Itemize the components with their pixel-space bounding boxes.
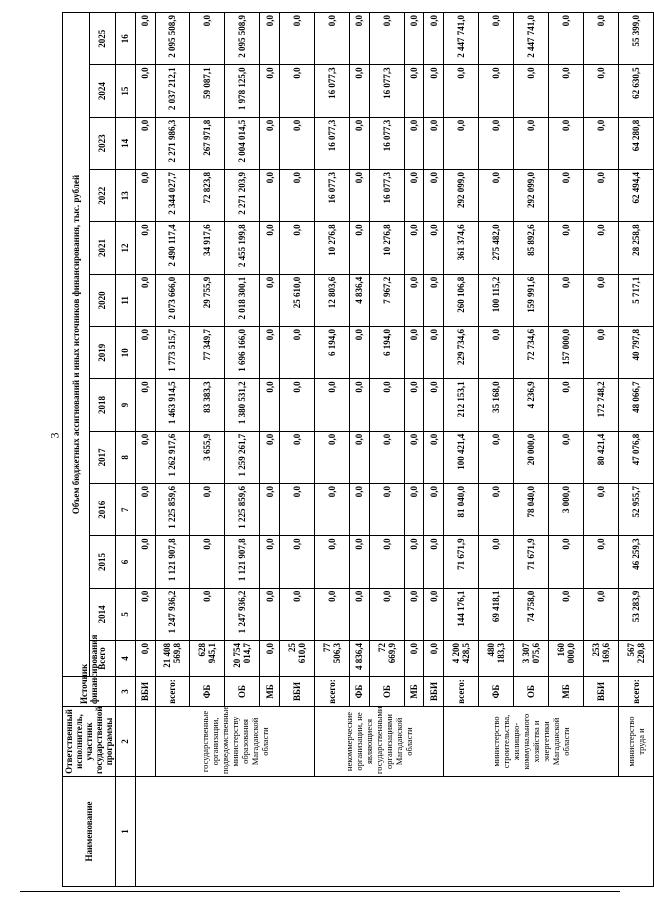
value-cell: 1 121 907,8	[225, 536, 260, 588]
column-index: 14	[116, 117, 136, 169]
value-cell: 212 153,1	[444, 379, 479, 431]
year-header: 2018	[89, 379, 116, 431]
value-cell: 0,0	[549, 536, 584, 588]
executor-cell: некоммерческие организации, не являющиеся государственными организациями Магаданской области	[315, 707, 444, 777]
value-cell: 0,0	[190, 536, 225, 588]
value-cell: 0,0	[584, 65, 619, 117]
value-cell: 0,0	[549, 170, 584, 222]
value-cell: 4 236,9	[514, 379, 549, 431]
value-cell: 0,0	[260, 379, 280, 431]
year-header: 2016	[89, 484, 116, 536]
value-cell: 0,0	[404, 379, 424, 431]
executor-cell: министерство строительства, жилищно-коммунального хозяйства и энергетики Магаданской области	[444, 707, 619, 777]
value-cell: 0,0	[424, 13, 444, 65]
value-cell: 0,0	[369, 13, 404, 65]
value-cell: 0,0	[260, 588, 280, 640]
year-header: 2024	[89, 65, 116, 117]
value-cell: 69 418,1	[479, 588, 514, 640]
value-cell: 0,0	[280, 13, 315, 65]
value-cell: 1 259 261,7	[225, 431, 260, 483]
value-cell: 0,0	[260, 13, 280, 65]
column-index: 16	[116, 13, 136, 65]
value-cell: 0,0	[549, 379, 584, 431]
value-cell: 0,0	[260, 641, 280, 677]
value-cell: 20 000,0	[514, 431, 549, 483]
value-cell: 0,0	[135, 536, 155, 588]
column-index: 8	[116, 431, 136, 483]
value-cell: 0,0	[424, 484, 444, 536]
source-cell: всего:	[618, 677, 653, 707]
year-header: Всего	[89, 641, 116, 677]
value-cell: 0,0	[260, 170, 280, 222]
value-cell: 0,0	[549, 274, 584, 326]
value-cell: 1 225 859,6	[155, 484, 190, 536]
value-cell: 46 259,3	[618, 536, 653, 588]
value-cell: 2 271 986,3	[155, 117, 190, 169]
value-cell: 0,0	[424, 117, 444, 169]
value-cell: 52 955,7	[618, 484, 653, 536]
value-cell: 0,0	[584, 536, 619, 588]
value-cell: 0,0	[280, 117, 315, 169]
value-cell: 71 671,9	[514, 536, 549, 588]
value-cell: 0,0	[135, 170, 155, 222]
executor-cell	[135, 707, 155, 777]
value-cell: 62 630,5	[618, 65, 653, 117]
value-cell: 83 383,3	[190, 379, 225, 431]
value-cell: 0,0	[135, 222, 155, 274]
column-index: 6	[116, 536, 136, 588]
value-cell: 0,0	[280, 536, 315, 588]
value-cell: 0,0	[350, 222, 370, 274]
table-row	[135, 13, 155, 887]
value-cell: 0,0	[424, 65, 444, 117]
value-cell: 0,0	[260, 536, 280, 588]
table-row	[618, 13, 653, 887]
value-cell: 81 040,0	[444, 484, 479, 536]
value-cell: 0,0	[369, 484, 404, 536]
value-cell: 0,0	[584, 13, 619, 65]
table-row	[155, 13, 190, 887]
source-cell: ФБ	[190, 677, 225, 707]
value-cell: 53 283,9	[618, 588, 653, 640]
value-cell: 0,0	[350, 65, 370, 117]
value-cell: 62 494,4	[618, 170, 653, 222]
value-cell: 2 037 212,1	[155, 65, 190, 117]
value-cell: 48 066,7	[618, 379, 653, 431]
value-cell: 0,0	[135, 641, 155, 677]
source-cell: ОБ	[225, 677, 260, 707]
value-cell: 12 803,6	[315, 274, 350, 326]
value-cell: 292 099,0	[514, 170, 549, 222]
page-number: 3	[47, 432, 62, 439]
value-cell: 0,0	[424, 222, 444, 274]
value-cell: 0,0	[404, 536, 424, 588]
year-header: 2025	[89, 13, 116, 65]
value-cell: 29 755,9	[190, 274, 225, 326]
value-cell: 0,0	[584, 117, 619, 169]
value-cell: 0,0	[549, 431, 584, 483]
value-cell: 16 077,3	[369, 170, 404, 222]
value-cell: 172 748,2	[584, 379, 619, 431]
value-cell: 0,0	[135, 484, 155, 536]
value-cell: 0,0	[260, 431, 280, 483]
value-cell: 0,0	[135, 117, 155, 169]
value-cell: 64 280,8	[618, 117, 653, 169]
value-cell: 2 018 300,1	[225, 274, 260, 326]
value-cell: 16 077,3	[369, 117, 404, 169]
value-cell: 267 971,8	[190, 117, 225, 169]
value-cell: 0,0	[369, 588, 404, 640]
value-cell: 72 823,8	[190, 170, 225, 222]
value-cell: 80 421,4	[584, 431, 619, 483]
value-cell: 1 773 515,7	[155, 327, 190, 379]
value-cell: 25 610,0	[280, 641, 315, 677]
value-cell: 0,0	[424, 641, 444, 677]
value-cell: 0,0	[280, 431, 315, 483]
executor-cell: министерство труда и	[618, 707, 653, 777]
value-cell: 0,0	[135, 65, 155, 117]
column-index: 11	[116, 274, 136, 326]
value-cell: 292 099,0	[444, 170, 479, 222]
value-cell: 0,0	[514, 117, 549, 169]
value-cell: 78 040,0	[514, 484, 549, 536]
value-cell: 0,0	[549, 13, 584, 65]
value-cell: 0,0	[404, 588, 424, 640]
value-cell: 0,0	[135, 379, 155, 431]
value-cell: 0,0	[280, 327, 315, 379]
value-cell: 0,0	[424, 431, 444, 483]
value-cell: 3 000,0	[549, 484, 584, 536]
value-cell: 1 225 859,6	[225, 484, 260, 536]
value-cell: 0,0	[260, 65, 280, 117]
value-cell: 0,0	[369, 431, 404, 483]
header-name: Наименование	[63, 777, 116, 887]
value-cell: 361 374,6	[444, 222, 479, 274]
column-index: 10	[116, 327, 136, 379]
value-cell: 0,0	[190, 588, 225, 640]
value-cell: 1 696 166,0	[225, 327, 260, 379]
value-cell: 2 073 666,0	[155, 274, 190, 326]
value-cell: 2 095 508,9	[155, 13, 190, 65]
value-cell: 2 271 203,9	[225, 170, 260, 222]
value-cell: 0,0	[424, 379, 444, 431]
value-cell: 0,0	[404, 222, 424, 274]
source-cell: ВБИ	[280, 677, 315, 707]
value-cell: 628 945,1	[190, 641, 225, 677]
value-cell: 0,0	[315, 431, 350, 483]
value-cell: 4 200 428,5	[444, 641, 479, 677]
column-index: 2	[116, 707, 136, 777]
value-cell: 0,0	[280, 170, 315, 222]
source-cell: всего:	[155, 677, 190, 707]
value-cell: 85 892,6	[514, 222, 549, 274]
value-cell: 0,0	[315, 379, 350, 431]
value-cell: 5 717,1	[618, 274, 653, 326]
value-cell: 0,0	[444, 117, 479, 169]
value-cell: 0,0	[350, 484, 370, 536]
value-cell: 0,0	[260, 484, 280, 536]
year-header: 2020	[89, 274, 116, 326]
value-cell: 0,0	[479, 65, 514, 117]
value-cell: 3 655,9	[190, 431, 225, 483]
value-cell: 0,0	[350, 431, 370, 483]
value-cell: 0,0	[190, 13, 225, 65]
header-executor: Ответственный исполнитель, участник государственной программы	[63, 707, 116, 777]
value-cell: 0,0	[369, 379, 404, 431]
value-cell: 0,0	[135, 588, 155, 640]
value-cell: 0,0	[479, 13, 514, 65]
source-cell: МБ	[404, 677, 424, 707]
value-cell: 0,0	[479, 484, 514, 536]
value-cell: 0,0	[404, 641, 424, 677]
value-cell: 0,0	[135, 327, 155, 379]
value-cell: 0,0	[479, 536, 514, 588]
source-cell: ОБ	[369, 677, 404, 707]
value-cell: 0,0	[350, 588, 370, 640]
source-cell: всего:	[315, 677, 350, 707]
column-index: 13	[116, 170, 136, 222]
source-cell: ФБ	[479, 677, 514, 707]
value-cell: 0,0	[404, 170, 424, 222]
year-header: 2021	[89, 222, 116, 274]
value-cell: 0,0	[260, 327, 280, 379]
value-cell: 74 758,0	[514, 588, 549, 640]
value-cell: 157 000,0	[549, 327, 584, 379]
value-cell: 4 836,4	[350, 641, 370, 677]
source-cell: всего:	[444, 677, 479, 707]
value-cell: 0,0	[135, 274, 155, 326]
value-cell: 2 447 741,0	[444, 13, 479, 65]
value-cell: 35 168,0	[479, 379, 514, 431]
source-cell: МБ	[260, 677, 280, 707]
value-cell: 2 455 199,8	[225, 222, 260, 274]
value-cell: 0,0	[315, 13, 350, 65]
value-cell: 229 734,6	[444, 327, 479, 379]
value-cell: 1 463 914,5	[155, 379, 190, 431]
value-cell: 0,0	[404, 484, 424, 536]
value-cell: 275 482,0	[479, 222, 514, 274]
value-cell: 2 490 117,4	[155, 222, 190, 274]
value-cell: 16 077,3	[315, 117, 350, 169]
value-cell: 160 000,0	[549, 641, 584, 677]
value-cell: 0,0	[315, 588, 350, 640]
source-cell: МБ	[549, 677, 584, 707]
value-cell: 0,0	[280, 65, 315, 117]
value-cell: 0,0	[424, 274, 444, 326]
value-cell: 0,0	[424, 588, 444, 640]
value-cell: 0,0	[260, 117, 280, 169]
value-cell: 0,0	[444, 65, 479, 117]
value-cell: 0,0	[404, 13, 424, 65]
value-cell: 0,0	[404, 431, 424, 483]
value-cell: 1 247 936,2	[225, 588, 260, 640]
bottom-rule	[20, 891, 620, 892]
value-cell: 0,0	[584, 170, 619, 222]
source-cell: ВБИ	[135, 677, 155, 707]
value-cell: 0,0	[404, 274, 424, 326]
value-cell: 47 076,8	[618, 431, 653, 483]
value-cell: 28 258,8	[618, 222, 653, 274]
value-cell: 0,0	[350, 327, 370, 379]
value-cell: 77 506,3	[315, 641, 350, 677]
column-index: 9	[116, 379, 136, 431]
value-cell: 0,0	[350, 117, 370, 169]
value-cell: 4 836,4	[350, 274, 370, 326]
value-cell: 6 194,0	[315, 327, 350, 379]
value-cell: 144 176,1	[444, 588, 479, 640]
value-cell: 0,0	[424, 327, 444, 379]
table-row	[315, 13, 350, 887]
column-index: 12	[116, 222, 136, 274]
value-cell: 10 276,8	[369, 222, 404, 274]
source-cell: ОБ	[514, 677, 549, 707]
value-cell: 0,0	[135, 13, 155, 65]
value-cell: 0,0	[280, 222, 315, 274]
value-cell: 0,0	[584, 274, 619, 326]
value-cell: 0,0	[404, 327, 424, 379]
value-cell: 0,0	[260, 222, 280, 274]
value-cell: 72 734,6	[514, 327, 549, 379]
year-header: 2022	[89, 170, 116, 222]
value-cell: 0,0	[404, 65, 424, 117]
value-cell: 0,0	[549, 588, 584, 640]
rotated-table-frame	[62, 12, 646, 887]
value-cell: 100 115,2	[479, 274, 514, 326]
value-cell: 0,0	[584, 327, 619, 379]
value-cell: 2 004 014,5	[225, 117, 260, 169]
value-cell: 55 399,0	[618, 13, 653, 65]
year-header: 2014	[89, 588, 116, 640]
value-cell: 0,0	[350, 536, 370, 588]
value-cell: 40 797,8	[618, 327, 653, 379]
value-cell: 0,0	[280, 588, 315, 640]
value-cell: 59 087,1	[190, 65, 225, 117]
value-cell: 159 991,6	[514, 274, 549, 326]
value-cell: 16 077,3	[369, 65, 404, 117]
value-cell: 3 307 075,6	[514, 641, 549, 677]
source-cell: ФБ	[350, 677, 370, 707]
value-cell: 0,0	[280, 484, 315, 536]
value-cell: 0,0	[404, 117, 424, 169]
value-cell: 10 276,8	[315, 222, 350, 274]
value-cell: 0,0	[315, 536, 350, 588]
value-cell: 0,0	[584, 588, 619, 640]
value-cell: 0,0	[280, 379, 315, 431]
column-index: 5	[116, 588, 136, 640]
value-cell: 1 380 531,2	[225, 379, 260, 431]
value-cell: 77 349,7	[190, 327, 225, 379]
value-cell: 34 917,6	[190, 222, 225, 274]
value-cell: 0,0	[135, 431, 155, 483]
value-cell: 0,0	[479, 327, 514, 379]
header-source: Источник финансирования	[63, 677, 116, 707]
value-cell: 0,0	[514, 65, 549, 117]
value-cell: 1 247 936,2	[155, 588, 190, 640]
value-cell: 1 121 907,8	[155, 536, 190, 588]
financing-table	[62, 12, 654, 887]
value-cell: 567 220,8	[618, 641, 653, 677]
column-index: 7	[116, 484, 136, 536]
value-cell: 20 754 014,7	[225, 641, 260, 677]
value-cell: 480 183,3	[479, 641, 514, 677]
value-cell: 25 610,0	[280, 274, 315, 326]
value-cell: 1 978 125,0	[225, 65, 260, 117]
value-cell: 0,0	[479, 117, 514, 169]
year-header: 2015	[89, 536, 116, 588]
value-cell: 7 967,2	[369, 274, 404, 326]
value-cell: 2 344 027,7	[155, 170, 190, 222]
value-cell: 0,0	[350, 170, 370, 222]
value-cell: 0,0	[479, 170, 514, 222]
value-cell: 0,0	[479, 431, 514, 483]
value-cell: 0,0	[424, 170, 444, 222]
value-cell: 2 095 508,9	[225, 13, 260, 65]
table-body	[116, 13, 654, 887]
value-cell: 71 671,9	[444, 536, 479, 588]
year-header: 2023	[89, 117, 116, 169]
value-cell: 0,0	[584, 484, 619, 536]
executor-cell: государственные организации, подведомственные министерству образования Магаданской области	[155, 707, 315, 777]
source-cell: ВБИ	[584, 677, 619, 707]
column-index: 3	[116, 677, 136, 707]
value-cell: 253 169,6	[584, 641, 619, 677]
year-header: 2019	[89, 327, 116, 379]
value-cell: 0,0	[549, 65, 584, 117]
column-index-row	[116, 13, 136, 887]
source-cell: ВБИ	[424, 677, 444, 707]
column-index: 4	[116, 641, 136, 677]
value-cell: 16 077,3	[315, 65, 350, 117]
column-index: 1	[116, 777, 136, 887]
value-cell: 0,0	[190, 484, 225, 536]
value-cell: 0,0	[424, 536, 444, 588]
value-cell: 0,0	[584, 222, 619, 274]
value-cell: 260 106,8	[444, 274, 479, 326]
value-cell: 100 421,4	[444, 431, 479, 483]
header-volume: Объем бюджетных ассигнований и иных источников финансирования, тыс. рублей	[63, 13, 90, 677]
value-cell: 0,0	[369, 536, 404, 588]
value-cell: 0,0	[350, 379, 370, 431]
value-cell: 6 194,0	[369, 327, 404, 379]
value-cell: 72 669,9	[369, 641, 404, 677]
value-cell: 16 077,3	[315, 170, 350, 222]
value-cell: 0,0	[260, 274, 280, 326]
value-cell: 1 262 917,6	[155, 431, 190, 483]
column-index: 15	[116, 65, 136, 117]
value-cell: 2 447 741,0	[514, 13, 549, 65]
value-cell: 0,0	[549, 117, 584, 169]
value-cell: 21 408 569,8	[155, 641, 190, 677]
value-cell: 0,0	[549, 222, 584, 274]
name-cell	[135, 777, 653, 887]
rotated-table-inner	[62, 12, 646, 887]
value-cell: 0,0	[315, 484, 350, 536]
value-cell: 0,0	[350, 13, 370, 65]
year-header: 2017	[89, 431, 116, 483]
table-row	[444, 13, 479, 887]
